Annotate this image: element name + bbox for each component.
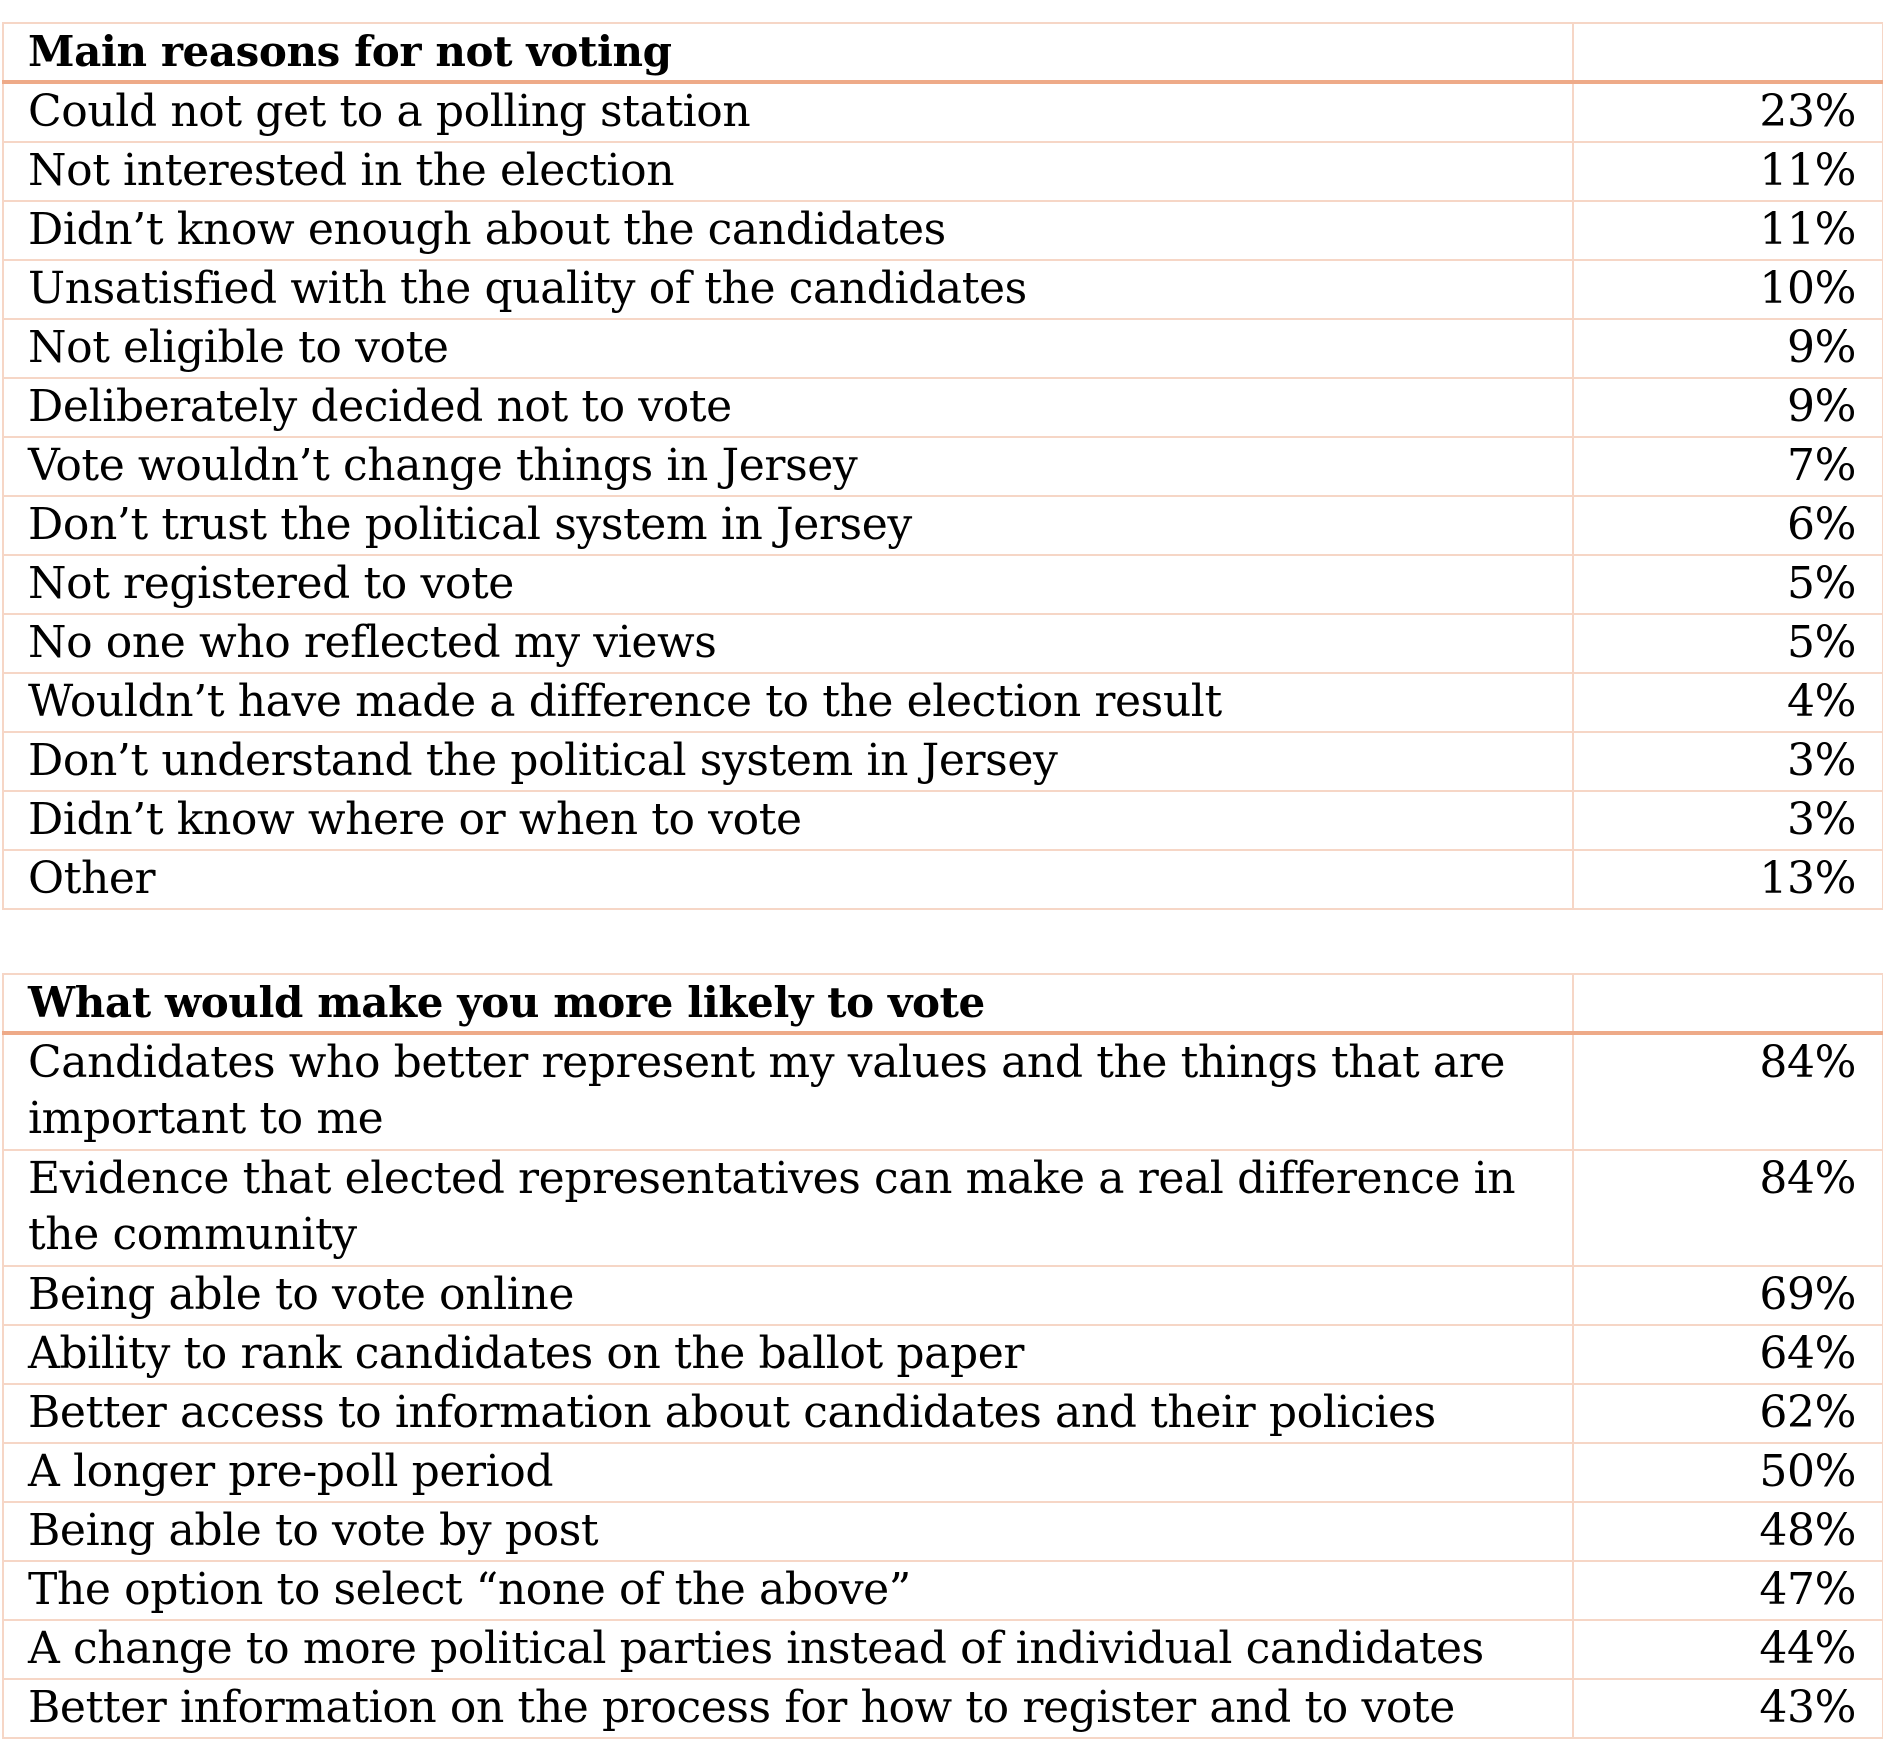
row-label: Better information on the process for how to register and to vote	[3, 1679, 1573, 1738]
row-value: 13%	[1573, 850, 1883, 909]
table-row	[3, 1266, 1883, 1325]
row-value: 5%	[1573, 555, 1883, 614]
row-value: 84%	[1573, 1150, 1883, 1266]
table-row	[3, 142, 1883, 201]
table-row	[3, 791, 1883, 850]
more-likely-table-body	[3, 974, 1883, 1738]
row-value: 5%	[1573, 614, 1883, 673]
table-row	[3, 319, 1883, 378]
row-label: Better access to information about candidates and their policies	[3, 1384, 1573, 1443]
row-label: Could not get to a polling station	[3, 82, 1573, 142]
table-row	[3, 1325, 1883, 1384]
row-label: Don’t understand the political system in Jersey	[3, 732, 1573, 791]
row-value: 3%	[1573, 791, 1883, 850]
row-value: 6%	[1573, 496, 1883, 555]
table-row	[3, 1443, 1883, 1502]
row-value: 62%	[1573, 1384, 1883, 1443]
row-value: 7%	[1573, 437, 1883, 496]
row-value: 43%	[1573, 1679, 1883, 1738]
table-row	[3, 260, 1883, 319]
row-value: 50%	[1573, 1443, 1883, 1502]
row-label: Being able to vote online	[3, 1266, 1573, 1325]
row-value: 3%	[1573, 732, 1883, 791]
table-header-empty-cell	[1573, 974, 1883, 1033]
row-value: 64%	[1573, 1325, 1883, 1384]
row-label: Ability to rank candidates on the ballot paper	[3, 1325, 1573, 1384]
row-label: Deliberately decided not to vote	[3, 378, 1573, 437]
table-row	[3, 201, 1883, 260]
row-label: The option to select “none of the above”	[3, 1561, 1573, 1620]
table-row	[3, 1150, 1883, 1266]
row-label: Unsatisfied with the quality of the candidates	[3, 260, 1573, 319]
row-value: 4%	[1573, 673, 1883, 732]
row-label: Not eligible to vote	[3, 319, 1573, 378]
row-label: Not registered to vote	[3, 555, 1573, 614]
table-header-empty-cell	[1573, 23, 1883, 82]
row-label: Being able to vote by post	[3, 1502, 1573, 1561]
row-label: Didn’t know enough about the candidates	[3, 201, 1573, 260]
table-row	[3, 1033, 1883, 1150]
row-label: A longer pre-poll period	[3, 1443, 1573, 1502]
table-row	[3, 1561, 1883, 1620]
table-header-row	[3, 974, 1883, 1033]
row-label: Not interested in the election	[3, 142, 1573, 201]
row-value: 47%	[1573, 1561, 1883, 1620]
row-label: A change to more political parties instead of individual candidates	[3, 1620, 1573, 1679]
row-label: Candidates who better represent my values and the things that are important to me	[3, 1033, 1573, 1150]
table-row	[3, 614, 1883, 673]
row-value: 9%	[1573, 378, 1883, 437]
table-header-row	[3, 23, 1883, 82]
table-row	[3, 1502, 1883, 1561]
table-row	[3, 437, 1883, 496]
table-row	[3, 1620, 1883, 1679]
row-value: 11%	[1573, 142, 1883, 201]
row-value: 9%	[1573, 319, 1883, 378]
row-label: No one who reflected my views	[3, 614, 1573, 673]
row-value: 44%	[1573, 1620, 1883, 1679]
row-value: 11%	[1573, 201, 1883, 260]
not-voting-table	[2, 22, 1883, 910]
table-title: Main reasons for not voting	[3, 23, 1573, 82]
table-title: What would make you more likely to vote	[3, 974, 1573, 1033]
table-row	[3, 1384, 1883, 1443]
row-label: Wouldn’t have made a difference to the election result	[3, 673, 1573, 732]
table-row	[3, 82, 1883, 142]
row-label: Didn’t know where or when to vote	[3, 791, 1573, 850]
row-label: Other	[3, 850, 1573, 909]
row-label: Vote wouldn’t change things in Jersey	[3, 437, 1573, 496]
row-value: 48%	[1573, 1502, 1883, 1561]
row-value: 84%	[1573, 1033, 1883, 1150]
table-row	[3, 732, 1883, 791]
row-value: 69%	[1573, 1266, 1883, 1325]
row-value: 23%	[1573, 82, 1883, 142]
more-likely-table	[2, 973, 1883, 1739]
table-row	[3, 1679, 1883, 1738]
row-label: Evidence that elected representatives can make a real difference in the community	[3, 1150, 1573, 1266]
table-row	[3, 850, 1883, 909]
table-row	[3, 555, 1883, 614]
table-row	[3, 496, 1883, 555]
row-label: Don’t trust the political system in Jersey	[3, 496, 1573, 555]
not-voting-table-body	[3, 23, 1883, 909]
table-row	[3, 673, 1883, 732]
table-row	[3, 378, 1883, 437]
row-value: 10%	[1573, 260, 1883, 319]
